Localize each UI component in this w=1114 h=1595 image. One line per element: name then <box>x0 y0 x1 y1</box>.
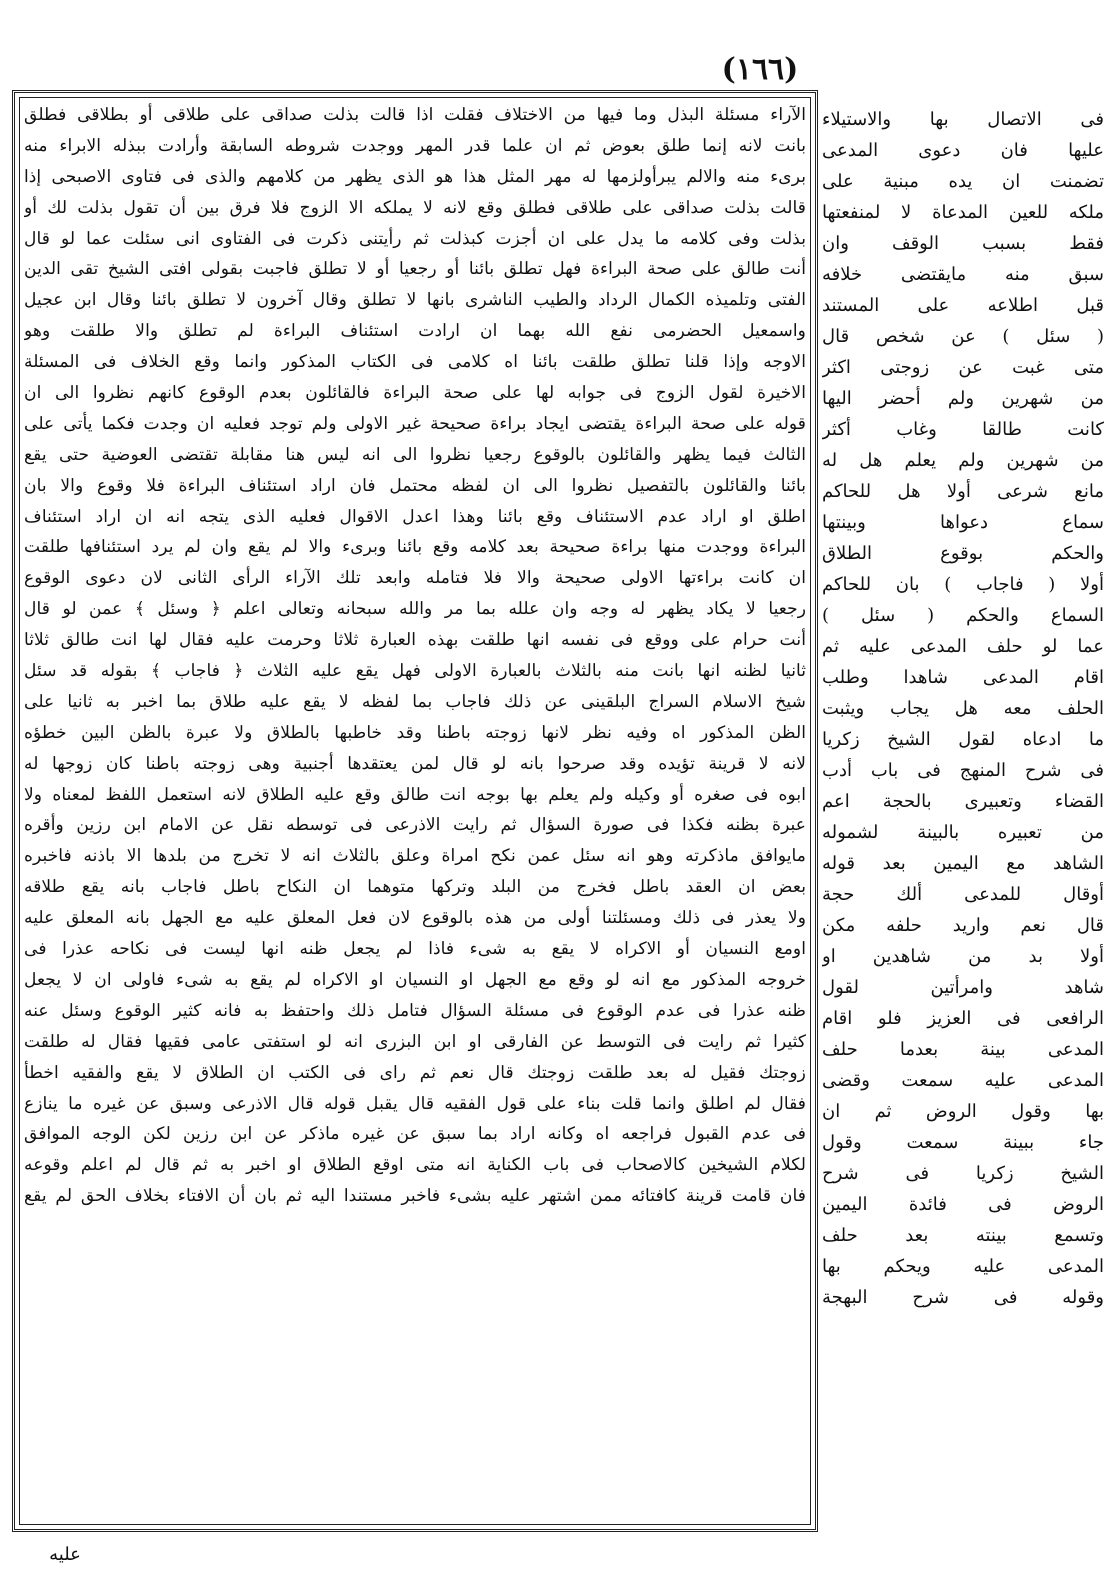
margin-text-line: تضمنت ان يده مبنية على <box>822 171 1104 192</box>
main-text-line: بذلت وفى كلامه ما يدل على ان أجزت كبذلت ثم رأيتنى ذكرت فى الفتاوى انى سئلت عما لو قال <box>24 228 806 249</box>
main-text-line: لكلام الشيخين كالاصحاب فى باب الكناية انه متى اوقع الطلاق او اخبر به ثم قال لم اعلم وقوعه <box>24 1155 806 1176</box>
margin-text-line: من شهرين ولم يعلم هل له <box>822 450 1104 471</box>
main-text-line: الفتى وتلميذه الكمال الرداد والطيب الناشرى بانها لا تطلق وقال آخرون لا تطلق بائنا وقال ابن عجيل <box>24 290 806 311</box>
margin-text-line: والحكم بوقوع الطلاق <box>822 543 1104 564</box>
main-text-line: زوجتك فقيل له بعد طلقت زوجتك قال نعم ثم راى فى الكتب ان الطلاق لا يقع والفقيه اخطأ <box>24 1062 806 1083</box>
main-text-line: ثانيا لظنه انها بانت منه بالثلاث بالعبارة الاولى فهل يقع عليه الثلاث ﴿ فاجاب ﴾ بقوله قد سئل <box>24 661 806 682</box>
margin-text-line: قبل اطلاعه على المستند <box>822 295 1104 316</box>
margin-text-line: فقط بسبب الوقف وان <box>822 233 1104 254</box>
main-text-line: البراءة ووجدت منها براءة صحيحة بعد كلامه وقع بائنا وبرىء والا لم يقع وان لم يرد استئنافها طلقت <box>24 537 806 558</box>
main-text-line: فى عدم القبول فراجعه اه وكانه اراد بما سبق عن غيره ماذكر عن ابن رزين لكن الوجه الموافق <box>24 1124 806 1145</box>
margin-text-line: المدعى عليه ويحكم بها <box>822 1256 1104 1277</box>
margin-text-line: قال نعم واريد حلفه مكن <box>822 915 1104 936</box>
main-text-line: بائنا والقائلون بالتفصيل نظروا الى ان لفظه محتمل فان اراد استئناف البراءة فلا وقوع والا بان <box>24 475 806 496</box>
margin-text-line: أولا ( فاجاب ) بان للحاكم <box>822 574 1104 595</box>
margin-text-line: الروض فى فائدة اليمين <box>822 1194 1104 1215</box>
main-text-line: كثيرا ثم رايت فى التوسط عن الفارقى او ابن البزرى انه لو استفتى عامى فقيها فقال له طلقت <box>24 1031 806 1052</box>
margin-text-line: مانع شرعى أولا هل للحاكم <box>822 481 1104 502</box>
main-text-line: ابوه فى صغره أو وكيله ولم يعلم بها بوجه انت طالق وقع عليه الطلاق لانه استعمل اللفظ لمعناه ولا <box>24 784 806 805</box>
margin-text-line: ( سئل ) عن شخص قال <box>822 326 1104 347</box>
main-text-line: الآراء مسئلة البذل وما فيها من الاختلاف فقلت اذا قالت بذلت صداقى على طلاقى أو بطلاقى فطلق <box>24 105 806 125</box>
margin-text-line: شاهد وامرأتين لقول <box>822 977 1104 998</box>
margin-text-line: بها وقول الروض ثم ان <box>822 1101 1104 1122</box>
main-text-column <box>24 100 806 1524</box>
main-text-line: واسمعيل الحضرمى نفع الله بهما ان ارادت استئناف البراءة لم تطلق والا طلقت وهو <box>24 321 806 342</box>
margin-text-line: عما لو حلف المدعى عليه ثم <box>822 636 1104 657</box>
margin-text-line: اقام المدعى شاهدا وطلب <box>822 667 1104 688</box>
margin-text-line: سماع دعواها وبينتها <box>822 512 1104 533</box>
main-text-line: بعض ان العقد باطل فخرج من البلد وتركها متوهما ان النكاح باطل فاجاب بانه يقع طلاقه <box>24 877 806 898</box>
main-text-line: فقال لم اطلق وانما قلت بناء على قول الفقيه قال يقبل قوله قال الاذرعى وسبق عن غيره ما ينازع <box>24 1093 806 1114</box>
margin-text-line: المدعى عليه سمعت وقضى <box>822 1070 1104 1091</box>
main-text-line: عبرة بظنه فكذا فى صورة السؤال ثم رايت الاذرعى فى توسطه نقل عن الامام ابن رزين وأقره <box>24 815 806 836</box>
main-text-line: شيخ الاسلام السراج البلقينى عن ذلك فاجاب بما لفظه لا يقع عليه طلاق بما اخبر به ثانيا على <box>24 691 806 712</box>
margin-text-line: فى شرح المنهج فى باب أدب <box>822 760 1104 781</box>
margin-text-line: متى غبت عن زوجتى اكثر <box>822 357 1104 378</box>
margin-text-line: الرافعى فى العزيز فلو اقام <box>822 1008 1104 1029</box>
margin-text-line: عليها فان دعوى المدعى <box>822 140 1104 161</box>
margin-text-line: الشاهد مع اليمين بعد قوله <box>822 853 1104 874</box>
main-text-line: الاخيرة لقول الزوج فى جوابه لها على صحة البراءة فالقائلون بعدم الوقوع كانهم نظروا الى ان <box>24 383 806 404</box>
main-text-line: الثالث فيما يظهر والقائلون بالوقوع رجعيا نظروا الى انه ليس هنا مقابلة تقتضى العوضية حتى يقع <box>24 444 806 465</box>
margin-text-line: سبق منه مايقتضى خلافه <box>822 264 1104 285</box>
main-text-line: رجعيا لا يكاد يظهر له وجه وان علله بما مر والله سبحانه وتعالى اعلم ﴿ وسئل ﴾ عمن لو قال <box>24 599 806 620</box>
margin-text-line: المدعى بينة بعدما حلف <box>822 1039 1104 1060</box>
main-text-line: الاوجه وإذا قلنا تطلق طلقت بائنا اه كلامى فى الكتاب المذكور وانما وقع الخلاف فى المسئلة <box>24 352 806 373</box>
page-number: (١٦٦) <box>721 52 799 87</box>
margin-text-line: أولا بد من شاهدين او <box>822 946 1104 967</box>
main-text-line: برىء منه والالم يبرأولزمها له مهر المثل هذا هو الذى يظهر من كلامهم والذى فى فتاوى الاصبحى إذا <box>24 166 806 187</box>
margin-text-line: جاء ببينة سمعت وقول <box>822 1132 1104 1153</box>
main-text-line: فان قامت قرينة كافتائه ممن اشتهر عليه بشىء فاخبر مستندا اليه ثم بان أن الافتاء بخلاف الحق لم يقع <box>24 1186 806 1207</box>
main-text-line: قالت بذلت صداقى على طلاقى فطلق وقع لانه لا يملكه الا الزوج فلا فرق بين أن تقول بذلت لك أو <box>24 197 806 218</box>
main-text-line: ظنه عذرا فى عدم الوقوع فى مسئلة السؤال فتامل ذلك واحتفظ به فانه كثير الوقوع وسئل عنه <box>24 1000 806 1021</box>
margin-text-line: من تعبيره بالبينة لشموله <box>822 822 1104 843</box>
margin-text-line: السماع والحكم ( سئل ) <box>822 605 1104 626</box>
margin-text-line: فى الاتصال بها والاستيلاء <box>822 109 1104 130</box>
main-text-line: خروجه المذكور مع انه لو وقع مع الجهل او النسيان او الاكراه لم يقع به شىء فاولى ان لا يجعل <box>24 969 806 990</box>
margin-text-line: أوقال للمدعى ألك حجة <box>822 884 1104 905</box>
margin-text-line: كانت طالقا وغاب أكثر <box>822 419 1104 440</box>
catchword: عليه <box>49 1544 81 1565</box>
main-text-line: قوله على صحة البراءة يقتضى ايجاد براءة صحيحة غير الاولى ولم توجد فعليه ان وجدت فكما يأتى على <box>24 413 806 434</box>
main-text-line: ولا يعذر فى ذلك ومسئلتنا أولى من هذه بالوقوع لان فعل المعلق عليه مع الجهل بانه المعلق عليه <box>24 908 806 929</box>
margin-text-line: القضاء وتعبيرى بالحجة اعم <box>822 791 1104 812</box>
main-text-line: أنت حرام على ووقع فى نفسه انها طلقت بهذه العبارة ثلاثا وحرمت عليه فقال لها انت طالق ثلاثا <box>24 630 806 651</box>
margin-text-line: ملكه للعين المدعاة لا لمنفعتها <box>822 202 1104 223</box>
main-text-line: اومع النسيان أو الاكراه لا يقع به شىء فاذا لم يجعل ظنه انها ليست فى نكاحه عذرا فى <box>24 939 806 960</box>
margin-text-line: وتسمع بينته بعد حلف <box>822 1225 1104 1246</box>
margin-text-line: من شهرين ولم أحضر اليها <box>822 388 1104 409</box>
margin-text-line: الشيخ زكريا فى شرح <box>822 1163 1104 1184</box>
main-text-line: الظن المذكور اه وفيه نظر لانها زوجته باطنا وقد خاطبها بالطلاق ولا عبرة بالظن البين خطؤه <box>24 722 806 743</box>
margin-commentary-column <box>822 104 1104 1534</box>
margin-text-line: وقوله فى شرح البهجة <box>822 1287 1104 1308</box>
margin-text-line: الحلف معه هل يجاب ويثبت <box>822 698 1104 719</box>
main-text-line: بانت لانه إنما طلق بعوض ثم ان علما قدر المهر ووجدت شروطه السابقة وأرادت ببذله الابراء منه <box>24 135 806 156</box>
margin-text-line: ما ادعاه لقول الشيخ زكريا <box>822 729 1104 750</box>
main-text-line: مايوافق ماذكرته وهو انه سئل عمن نكح امراة وعلق بالثلاث انه لا تخرج من بلدها الا باذنه فاخبره <box>24 846 806 867</box>
main-text-line: ان كانت براءتها الاولى صحيحة والا فلا فتامله وابعد تلك الآراء الرأى الثانى لان دعوى الوقوع <box>24 568 806 589</box>
main-text-line: أنت طالق على صحة البراءة فهل تطلق بائنا أو رجعيا أو لا تطلق فاجبت بقولى افتى الشيخ تقى الدين <box>24 259 806 280</box>
main-text-line: لانه لا قرينة تؤيده وقد صرحوا بانه لو قال لمن يعتقدها أجنبية وهى زوجته باطنا كان زوجها له <box>24 753 806 774</box>
main-text-line: اطلق او اراد عدم الاستئناف وقع بائنا وهذا اعدل الاقوال فعليه الذى يتجه انه ان اراد استئناف <box>24 506 806 527</box>
